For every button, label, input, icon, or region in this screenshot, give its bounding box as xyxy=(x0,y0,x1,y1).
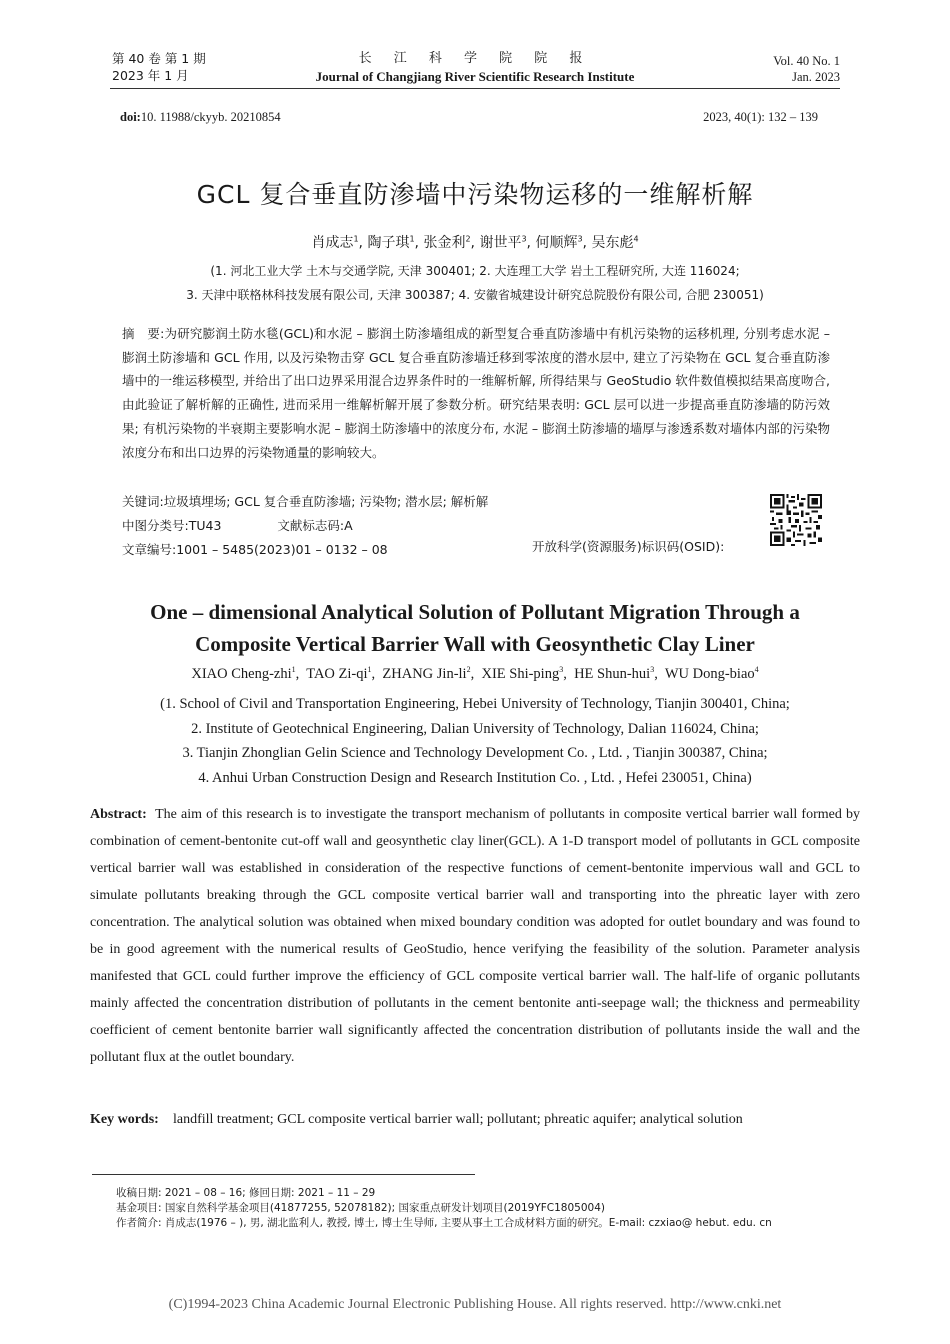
title-en-line: Composite Vertical Barrier Wall with Geosynthetic Clay Liner xyxy=(195,632,755,656)
author-sup: 3 xyxy=(521,234,527,244)
doi-value[interactable]: 10. 11988/ckyyb. 20210854 xyxy=(140,110,281,124)
author-en: ZHANG Jin-li xyxy=(382,666,467,682)
footnote-received: 收稿日期: 2021 – 08 – 16; 修回日期: 2021 – 11 – 29 xyxy=(116,1187,376,1199)
keywords-cn-label: 关键词: xyxy=(122,494,164,509)
author-sup: 2 xyxy=(465,234,471,244)
affiliation-line-cn: 3. 天津中联格林科技发展有限公司, 天津 300387; 4. 安徽省城建设计研究总院股份有限公司, 合肥 230051) xyxy=(186,288,764,302)
header-rule xyxy=(110,88,840,89)
author-sup: 1 xyxy=(367,665,372,675)
author-sup: 1 xyxy=(291,665,296,675)
author-cn: 张金利 xyxy=(423,235,466,251)
volume-issue-en: Vol. 40 No. 1 xyxy=(773,54,840,68)
citation-info: 2023, 40(1): 132 – 139 xyxy=(703,110,818,124)
running-header-right xyxy=(773,53,840,85)
keywords-cn xyxy=(122,490,488,514)
doc-code-value: A xyxy=(344,518,353,533)
doi-label: doi: xyxy=(120,110,141,124)
classification-line xyxy=(122,514,488,538)
title-cn: GCL 复合垂直防渗墙中污染物运移的一维解析解 xyxy=(196,180,754,209)
title-en-line: One – dimensional Analytical Solution of Pollutant Migration Through a xyxy=(150,600,800,624)
abstract-cn xyxy=(122,322,830,464)
authors-en: XIAO Cheng-zhi$^1$, TAO $Zi-qi^1$, ZHANG Jin-$li^2$, XIE Shi-ping$^3$, HE Shun-hui$^3$, WU Dong-biao$^4$ xyxy=(191,665,759,682)
footnote-funding: 基金项目: 国家自然科学基金项目(41877255, 52078182); 国家重点研发计划项目(2019YFC1805004) xyxy=(116,1202,605,1214)
author-en: HE Shun-hui xyxy=(574,666,651,682)
author-en: TAO Zi-qi xyxy=(306,666,368,682)
copyright-notice: (C)1994-2023 China Academic Journal Electronic Publishing House. All rights reserved. http://www.cnki.net xyxy=(168,1297,782,1312)
clc-label: 中图分类号: xyxy=(122,518,189,533)
clc-value: TU43 xyxy=(188,518,222,533)
affiliation-line-en: 2. Institute of Geotechnical Engineering, Dalian University of Technology, Dalian 116024, China; xyxy=(191,720,759,737)
volume-issue-cn: 第 40 卷 第 1 期 xyxy=(112,51,206,66)
journal-name-cn: 长 江 科 学 院 院 报 xyxy=(358,51,592,66)
abstract-cn-label: 摘 要: xyxy=(122,326,165,341)
article-number-line xyxy=(122,538,488,562)
author-sup: 2 xyxy=(466,665,471,675)
affiliation-line-en: (1. School of Civil and Transportation Engineering, Hebei University of Technology, Tianjin 300401, China; xyxy=(160,696,790,712)
author-sup: 3 xyxy=(577,234,583,244)
author-cn: 陶子琪 xyxy=(367,235,410,251)
doc-code-label: 文献标志码: xyxy=(277,518,345,533)
author-sup: 3 xyxy=(650,665,655,675)
author-en: XIAO Cheng-zhi xyxy=(191,666,292,682)
affiliations-en xyxy=(0,692,950,790)
keywords-en-label: Key words: xyxy=(90,1112,159,1127)
affiliations-cn xyxy=(0,259,950,307)
qr-code-icon[interactable] xyxy=(770,494,822,546)
author-sup: 1 xyxy=(409,234,415,244)
author-cn: 谢世平 xyxy=(479,235,522,251)
keywords-en-text: landfill treatment; GCL composite vertical barrier wall; pollutant; phreatic aquifer; analytical solution xyxy=(173,1112,743,1127)
osid-label: 开放科学(资源服务)标识码(OSID): xyxy=(532,539,725,554)
author-cn: 何顺辉 xyxy=(535,235,578,251)
journal-name-en: Journal of Changjiang River Scientific Research Institute xyxy=(315,69,635,84)
doi-line xyxy=(120,110,281,125)
keywords-cn-text: 垃圾填埋场; GCL 复合垂直防渗墙; 污染物; 潜水层; 解析解 xyxy=(163,494,489,509)
author-sup: 4 xyxy=(633,234,639,244)
author-en: XIE Shi-ping xyxy=(481,666,560,682)
abstract-en xyxy=(90,801,860,1071)
abstract-cn-text: 为研究膨润土防水毯(GCL)和水泥 – 膨润土防渗墙组成的新型复合垂直防渗墙中有机污染物的运移机理, 分别考虑水泥 – 膨润土防渗墙和 GCL 作用, 以及污染物击穿 GCL 复合垂直防渗墙迁移到零浓度的潜水层中, 建立了污染物在 GCL 复合垂直防渗墙中的一维运移模型, 并给出了出口边界采用混合边界条件时的一维解析解, 所得结果与 GeoStudio 软件数值模拟结果高度吻合, 由此验证了解析解的正确性, 进而采用一维解析解开展了参数分析。研究结果表明: GCL 层可以进一步提高垂直防渗墙的防污效果; 有机污染物的半衰期主要影响水泥 – 膨润土防渗墙中的浓度分布, 水泥 – 膨润土防渗墙的墙厚与渗透系数对墙体内部的污染物浓度分布和出口边界的污染物通量的影响较大。 xyxy=(122,326,830,460)
footnote-author-bio: 作者简介: 肖成志(1976 – ), 男, 湖北监利人, 教授, 博士, 博士生导师, 主要从事土工合成材料方面的研究。E-mail: czxiao@ hebut. edu. cn xyxy=(116,1217,772,1229)
author-sup: 3 xyxy=(559,665,564,675)
title-en xyxy=(0,596,950,660)
affiliation-line-en: 3. Tianjin Zhonglian Gelin Science and Technology Development Co. , Ltd. , Tianjin 300387, China; xyxy=(182,745,768,761)
date-cn: 2023 年 1 月 xyxy=(112,68,189,83)
affiliation-line-en: 4. Anhui Urban Construction Design and Research Institution Co. , Ltd. , Hefei 230051, China) xyxy=(198,769,752,786)
footnote-rule xyxy=(92,1174,475,1175)
keywords-block-cn xyxy=(122,490,488,562)
article-no-label: 文章编号: xyxy=(122,542,177,557)
footnotes xyxy=(116,1186,772,1231)
author-sup: 4 xyxy=(754,665,759,675)
affiliation-line-cn: (1. 河北工业大学 土木与交通学院, 天津 300401; 2. 大连理工大学 岩土工程研究所, 大连 116024; xyxy=(210,264,740,278)
author-sup: 1 xyxy=(353,234,359,244)
author-en: WU Dong-biao xyxy=(664,666,755,682)
date-en: Jan. 2023 xyxy=(792,70,840,84)
author-cn: 吴东彪 xyxy=(591,235,634,251)
author-cn: 肖成志 xyxy=(311,235,354,251)
article-no-value: 1001 – 5485(2023)01 – 0132 – 08 xyxy=(176,542,388,557)
abstract-en-text: The aim of this research is to investigate the transport mechanism of pollutants in composite vertical barrier wall formed by combination of cement-bentonite cut-off wall and geosynthetic clay liner(GCL). A 1-D transport model of pollutants in GCL composite vertical barrier wall was established in consideration of the respective functions of cement-bentonite impervious wall and GCL to simulate pollutants breaking through the GCL composite vertical barrier wall and transporting into the phreatic layer with zero concentration. The analytical solution was obtained when mixed boundary condition was adopted for outlet boundary and was found to be in good agreement with the numerical results of GeoStudio, hence verifying the feasibility of the solution. Parameter analysis manifested that GCL could further improve the efficiency of GCL composite vertical barrier wall. The half-life of organic pollutants mainly affected the concentration distribution of pollutants in the cement bentonite anti-seepage wall; the thickness and permeability coefficient of cement bentonite barrier wall significantly affected the concentration distribution of pollutants inside the wall and the pollutant flux at the outlet boundary. xyxy=(90,807,861,1065)
abstract-en-label: Abstract: xyxy=(90,807,147,822)
authors-cn: 肖成志$^1$, 陶子琪$^1$, 张金利$^2$, 谢世平$^3$, 何顺辉$^3$, 吴东彪$^4$ xyxy=(311,234,639,251)
